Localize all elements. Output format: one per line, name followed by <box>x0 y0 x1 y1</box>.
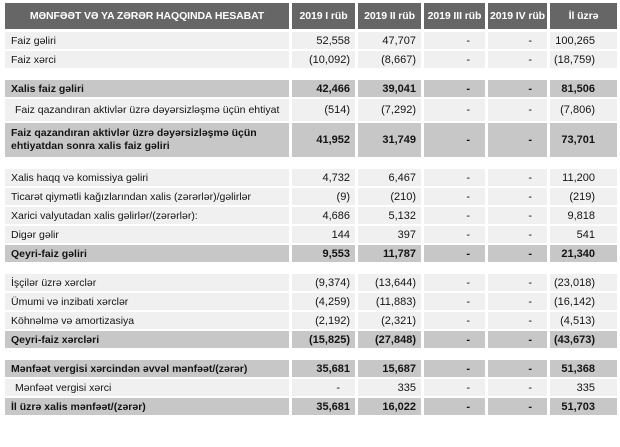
cell-empty-value: - <box>488 331 547 348</box>
table-section <box>5 80 617 157</box>
cell-value: (9) <box>292 188 355 205</box>
cell-value: 9,553 <box>292 245 355 262</box>
row-label: Qeyri-faiz gəliri <box>5 245 289 262</box>
cell-value: (11,883) <box>358 293 421 310</box>
table-row <box>5 312 617 329</box>
cell-empty-value: - <box>424 379 485 396</box>
table-row <box>5 293 617 310</box>
row-label: Qeyri-faiz xərcləri <box>5 331 289 348</box>
cell-value: (18,759) <box>550 51 617 68</box>
cell-value: 47,707 <box>358 32 421 49</box>
row-label: Mənfəət vergisi xərci <box>5 379 289 396</box>
cell-value: (210) <box>358 188 421 205</box>
cell-value: 5,132 <box>358 207 421 224</box>
table-section <box>5 274 617 348</box>
cell-empty-value: - <box>488 99 547 121</box>
table-row <box>5 274 617 291</box>
cell-value: (7,806) <box>550 99 617 121</box>
cell-empty-value: - <box>488 51 547 68</box>
cell-empty-value: - <box>424 226 485 243</box>
cell-value: (27,848) <box>358 331 421 348</box>
column-header-q3: 2019 III rüb <box>424 3 485 29</box>
table-row <box>5 379 617 396</box>
cell-value: 51,703 <box>550 398 617 415</box>
table-row <box>5 51 617 68</box>
profit-loss-statement <box>5 3 617 427</box>
cell-empty-value: - <box>424 207 485 224</box>
cell-empty-value: - <box>488 312 547 329</box>
cell-empty-value: - <box>424 293 485 310</box>
table-section <box>5 32 617 68</box>
cell-value: 31,749 <box>358 123 421 157</box>
row-label: Köhnəlmə və amortizasiya <box>5 312 289 329</box>
cell-value: (2,192) <box>292 312 355 329</box>
table-row <box>5 80 617 97</box>
table-row <box>5 398 617 415</box>
cell-value: (2,321) <box>358 312 421 329</box>
cell-value: 9,818 <box>550 207 617 224</box>
cell-value: 35,681 <box>292 398 355 415</box>
cell-value: (9,374) <box>292 274 355 291</box>
table-row <box>5 188 617 205</box>
cell-empty-value: - <box>424 99 485 121</box>
cell-empty-value: - <box>424 398 485 415</box>
table-section <box>5 360 617 415</box>
cell-empty-value: - <box>488 80 547 97</box>
cell-value: (4,513) <box>550 312 617 329</box>
cell-value: 15,687 <box>358 360 421 377</box>
cell-empty-value: - <box>488 245 547 262</box>
cell-value: 81,506 <box>550 80 617 97</box>
cell-empty-value: - <box>488 274 547 291</box>
column-header-q4: 2019 IV rüb <box>488 3 547 29</box>
cell-value: (16,142) <box>550 293 617 310</box>
table-row <box>5 360 617 377</box>
table-row <box>5 226 617 243</box>
cell-empty-value: - <box>488 379 547 396</box>
row-label: Xalis faiz gəliri <box>5 80 289 97</box>
cell-empty-value: - <box>424 360 485 377</box>
cell-value: 4,732 <box>292 169 355 186</box>
cell-value: 335 <box>550 379 617 396</box>
cell-value: 144 <box>292 226 355 243</box>
cell-value: 16,022 <box>358 398 421 415</box>
cell-value: 52,558 <box>292 32 355 49</box>
table-row <box>5 331 617 348</box>
table-row <box>5 207 617 224</box>
cell-value: (13,644) <box>358 274 421 291</box>
table-section <box>5 169 617 262</box>
row-label: Ticarət qiymətli kağızlarından xalis (zərərlər)/gəlirlər <box>5 188 289 205</box>
cell-empty-value: - <box>488 123 547 157</box>
cell-value: 335 <box>358 379 421 396</box>
row-label: Faiz qazandıran aktivlər üzrə dəyərsizləşmə üçün ehtiyatdan sonra xalis faiz gəliri <box>5 123 289 157</box>
row-label: Faiz gəliri <box>5 32 289 49</box>
cell-empty-value: - <box>424 123 485 157</box>
cell-value: (15,825) <box>292 331 355 348</box>
cell-empty-value: - <box>424 312 485 329</box>
column-header-q2: 2019 II rüb <box>358 3 421 29</box>
row-label: İşçilər üzrə xərclər <box>5 274 289 291</box>
cell-value: 100,265 <box>550 32 617 49</box>
table-row <box>5 245 617 262</box>
cell-value: 11,200 <box>550 169 617 186</box>
row-label: Faiz xərci <box>5 51 289 68</box>
table-row <box>5 32 617 49</box>
cell-value: (219) <box>550 188 617 205</box>
cell-empty-value: - <box>488 360 547 377</box>
cell-empty-value: - <box>488 226 547 243</box>
row-label: Xarici valyutadan xalis gəlirlər/(zərərlər): <box>5 207 289 224</box>
cell-value: (10,092) <box>292 51 355 68</box>
cell-value: 11,787 <box>358 245 421 262</box>
row-label: İl üzrə xalis mənfəət/(zərər) <box>5 398 289 415</box>
cell-empty-value: - <box>424 188 485 205</box>
cell-empty-value: - <box>488 207 547 224</box>
cell-empty-value: - <box>488 398 547 415</box>
cell-empty-value: - <box>424 80 485 97</box>
cell-value: 541 <box>550 226 617 243</box>
cell-empty-value: - <box>424 245 485 262</box>
column-header-q1: 2019 I rüb <box>292 3 355 29</box>
cell-empty-value: - <box>424 32 485 49</box>
cell-empty-value: - <box>488 169 547 186</box>
cell-empty-value: - <box>424 331 485 348</box>
cell-empty-value: - <box>424 51 485 68</box>
cell-value: 51,368 <box>550 360 617 377</box>
row-label: Mənfəət vergisi xərcindən əvvəl mənfəət/(zərər) <box>5 360 289 377</box>
table-row <box>5 99 617 121</box>
column-header-year-total: İl üzrə <box>550 3 617 29</box>
cell-value: (8,667) <box>358 51 421 68</box>
cell-value: (23,018) <box>550 274 617 291</box>
cell-value: 39,041 <box>358 80 421 97</box>
cell-value: (514) <box>292 99 355 121</box>
cell-value: 397 <box>358 226 421 243</box>
report-title: MƏNFƏƏT VƏ YA ZƏRƏR HAQQINDA HESABAT <box>5 3 289 29</box>
cell-value: 73,701 <box>550 123 617 157</box>
cell-empty-value: - <box>488 293 547 310</box>
table-row <box>5 169 617 186</box>
row-label: Ümumi və inzibati xərclər <box>5 293 289 310</box>
cell-value: (43,673) <box>550 331 617 348</box>
cell-value: 21,340 <box>550 245 617 262</box>
table-header-row <box>5 3 617 29</box>
row-label: Digər gəlir <box>5 226 289 243</box>
cell-value: (7,292) <box>358 99 421 121</box>
cell-empty-value: - <box>488 188 547 205</box>
table-row <box>5 123 617 157</box>
cell-value: 35,681 <box>292 360 355 377</box>
cell-empty-value: - <box>488 32 547 49</box>
cell-value: (4,259) <box>292 293 355 310</box>
cell-value: 4,686 <box>292 207 355 224</box>
table-body <box>5 32 617 415</box>
cell-value: 6,467 <box>358 169 421 186</box>
cell-empty-value: - <box>424 274 485 291</box>
cell-value: 41,952 <box>292 123 355 157</box>
cell-empty-value: - <box>424 169 485 186</box>
row-label: Xalis haqq və komissiya gəliri <box>5 169 289 186</box>
row-label: Faiz qazandıran aktivlər üzrə dəyərsizləşmə üçün ehtiyat <box>5 99 289 121</box>
cell-empty-value: - <box>292 379 355 396</box>
cell-value: 42,466 <box>292 80 355 97</box>
